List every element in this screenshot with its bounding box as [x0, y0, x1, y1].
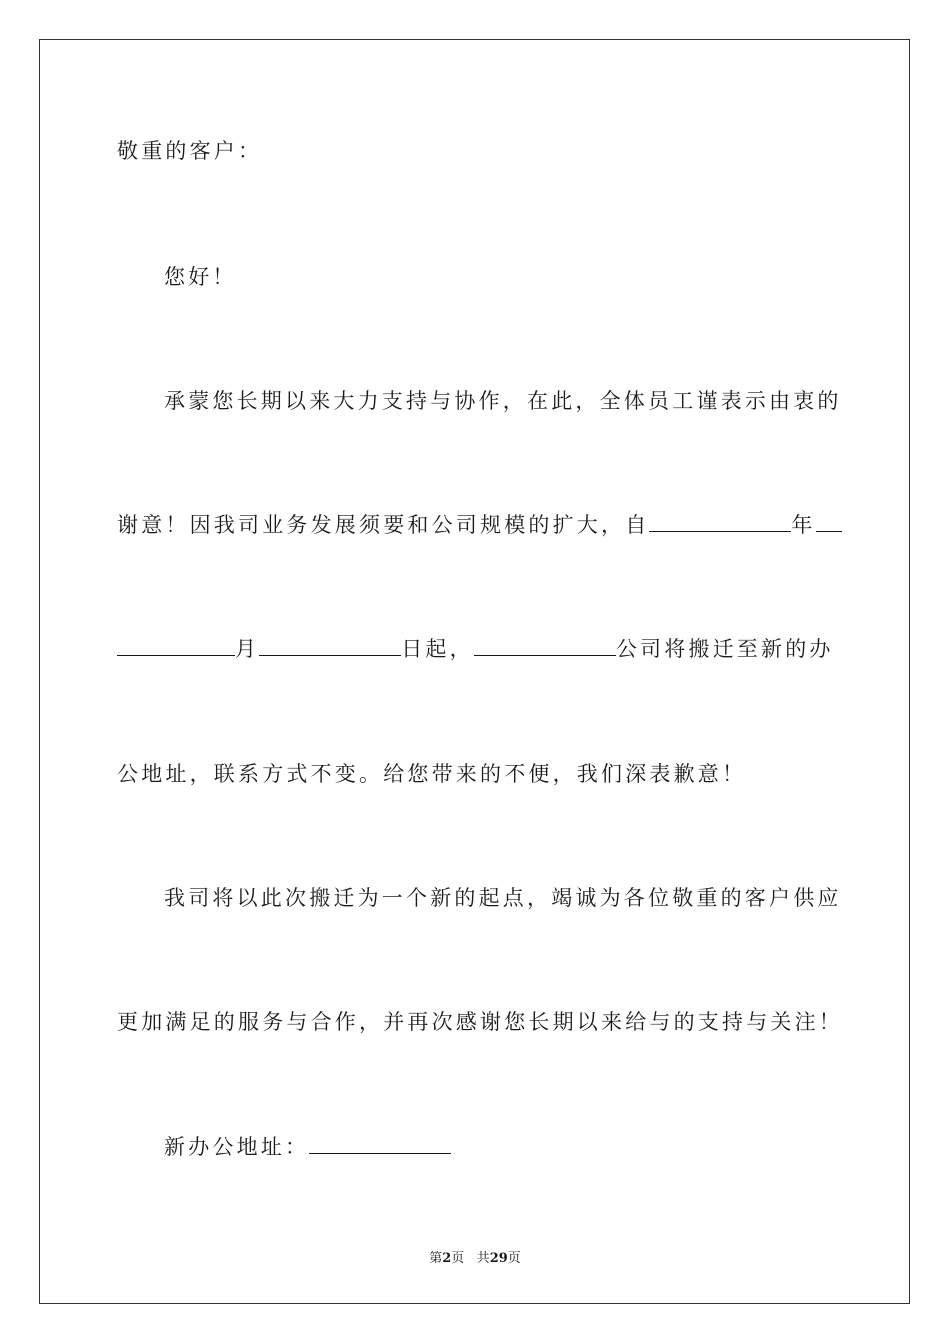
greeting: 您好！	[164, 265, 237, 289]
paragraph-1-line-3	[117, 635, 837, 663]
new-address-line	[164, 1133, 884, 1161]
paragraph-1-line-4: 公地址，联系方式不变。给您带来的不便，我们深表歉意！	[117, 762, 747, 786]
total-suffix: 页	[507, 1251, 521, 1266]
day-label: 日起，	[401, 637, 474, 661]
paragraph-1-text-end: 公司将搬迁至新的办	[615, 637, 834, 661]
paragraph-1-line-1: 承蒙您长期以来大力支持与协作，在此，全体员工谨表示由衷的	[164, 389, 842, 413]
page-suffix: 页	[451, 1251, 465, 1266]
paragraph-1-line-2	[117, 511, 837, 539]
month-blank	[117, 635, 235, 656]
salutation: 敬重的客户：	[117, 139, 263, 163]
page-total: 29	[489, 1251, 508, 1266]
day-blank	[259, 635, 401, 656]
new-address-label: 新办公地址：	[164, 1135, 310, 1159]
page-footer	[0, 1247, 950, 1266]
month-blank-start	[816, 511, 842, 532]
paragraph-2-line-1: 我司将以此次搬迁为一个新的起点，竭诚为各位敬重的客户供应	[164, 886, 842, 910]
paragraph-1-text: 谢意！因我司业务发展须要和公司规模的扩大，自	[117, 513, 650, 537]
company-name-blank	[474, 635, 616, 656]
paragraph-2-line-2: 更加满足的服务与合作，并再次感谢您长期以来给与的支持与关注！	[117, 1010, 843, 1034]
total-prefix: 共	[476, 1251, 490, 1266]
month-label: 月	[235, 637, 260, 661]
page-prefix: 第	[429, 1251, 443, 1266]
year-label: 年	[791, 513, 816, 537]
page-frame	[39, 39, 910, 1304]
page-current: 2	[442, 1251, 452, 1266]
year-blank	[649, 511, 791, 532]
new-address-blank	[309, 1133, 451, 1154]
